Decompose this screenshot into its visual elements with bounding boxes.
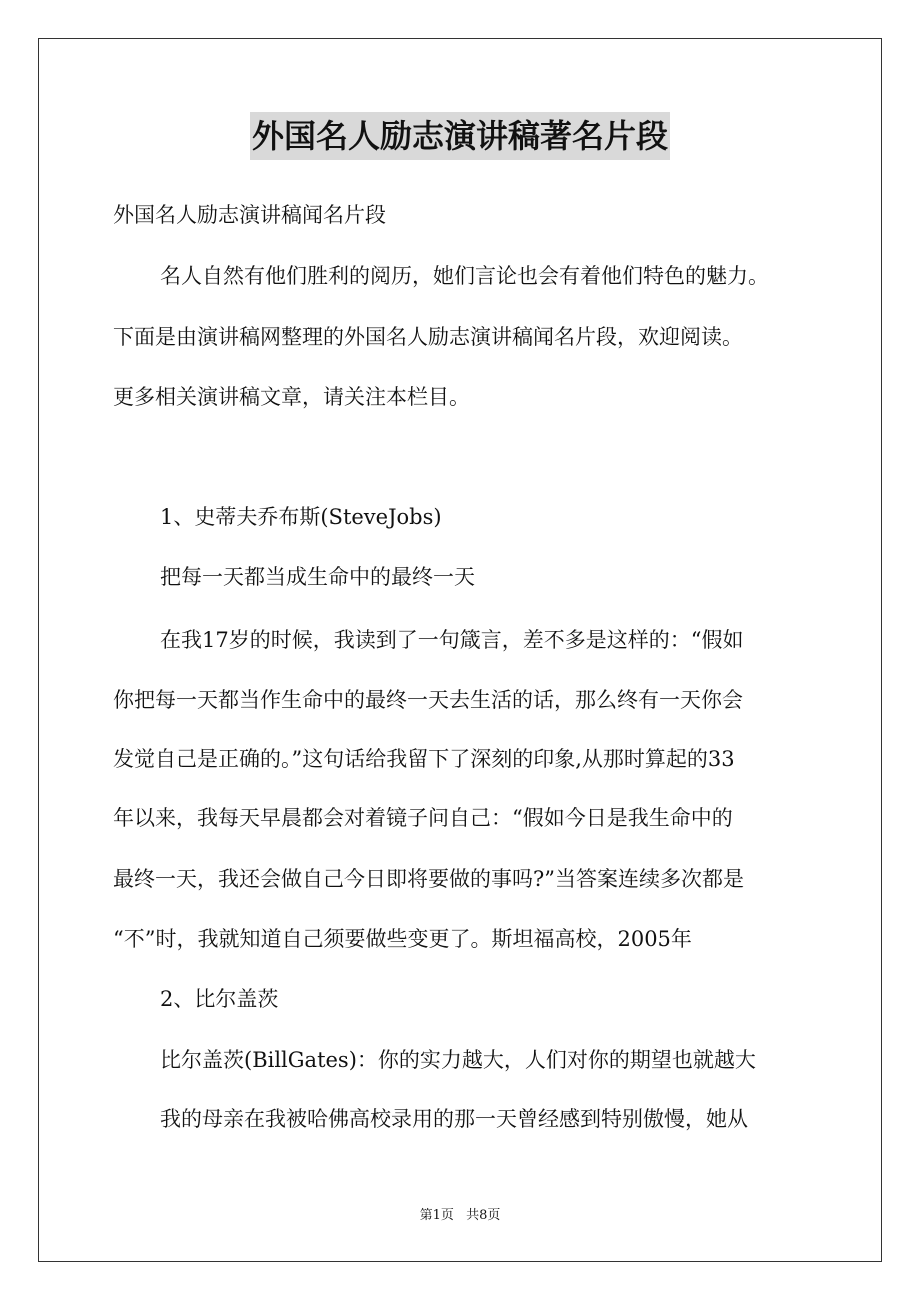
paragraph-line: 你把每一天都当作生命中的最终一天去生活的话，那么终有一天你会 — [113, 688, 743, 712]
page-number-total: 共8页 — [466, 1208, 501, 1223]
paragraph-line: 更多相关演讲稿文章，请关注本栏目。 — [113, 385, 470, 409]
section-heading: 1、史蒂夫乔布斯(SteveJobs) — [160, 505, 442, 529]
paragraph-line: 下面是由演讲稿网整理的外国名人励志演讲稿闻名片段，欢迎阅读。 — [113, 325, 743, 349]
section-heading: 2、比尔盖茨 — [160, 987, 279, 1011]
paragraph-line: 年以来，我每天早晨都会对着镜子问自己：“假如今日是我生命中的 — [113, 806, 733, 830]
page-number-current: 第1页 — [419, 1208, 454, 1223]
paragraph-line: 我的母亲在我被哈佛高校录用的那一天曾经感到特别傲慢，她从 — [160, 1107, 748, 1131]
paragraph-line: 比尔盖茨(BillGates)：你的实力越大，人们对你的期望也就越大 — [160, 1048, 756, 1072]
paragraph-line: 在我17岁的时候，我读到了一句箴言，差不多是这样的：“假如 — [160, 628, 744, 652]
document-title: 外国名人励志演讲稿著名片段 — [250, 112, 670, 160]
title-container — [0, 112, 920, 160]
paragraph-line: 发觉自己是正确的。”这句话给我留下了深刻的印象,从那时算起的33 — [113, 747, 735, 771]
paragraph-line: “不”时，我就知道自己须要做些变更了。斯坦福高校，2005年 — [113, 927, 692, 951]
document-subtitle: 外国名人励志演讲稿闻名片段 — [113, 203, 386, 227]
paragraph-line: 把每一天都当成生命中的最终一天 — [160, 565, 475, 589]
page-footer — [0, 1207, 920, 1225]
paragraph-line: 名人自然有他们胜利的阅历，她们言论也会有着他们特色的魅力。 — [160, 264, 769, 288]
paragraph-line: 最终一天，我还会做自己今日即将要做的事吗?”当答案连续多次都是 — [113, 867, 744, 891]
